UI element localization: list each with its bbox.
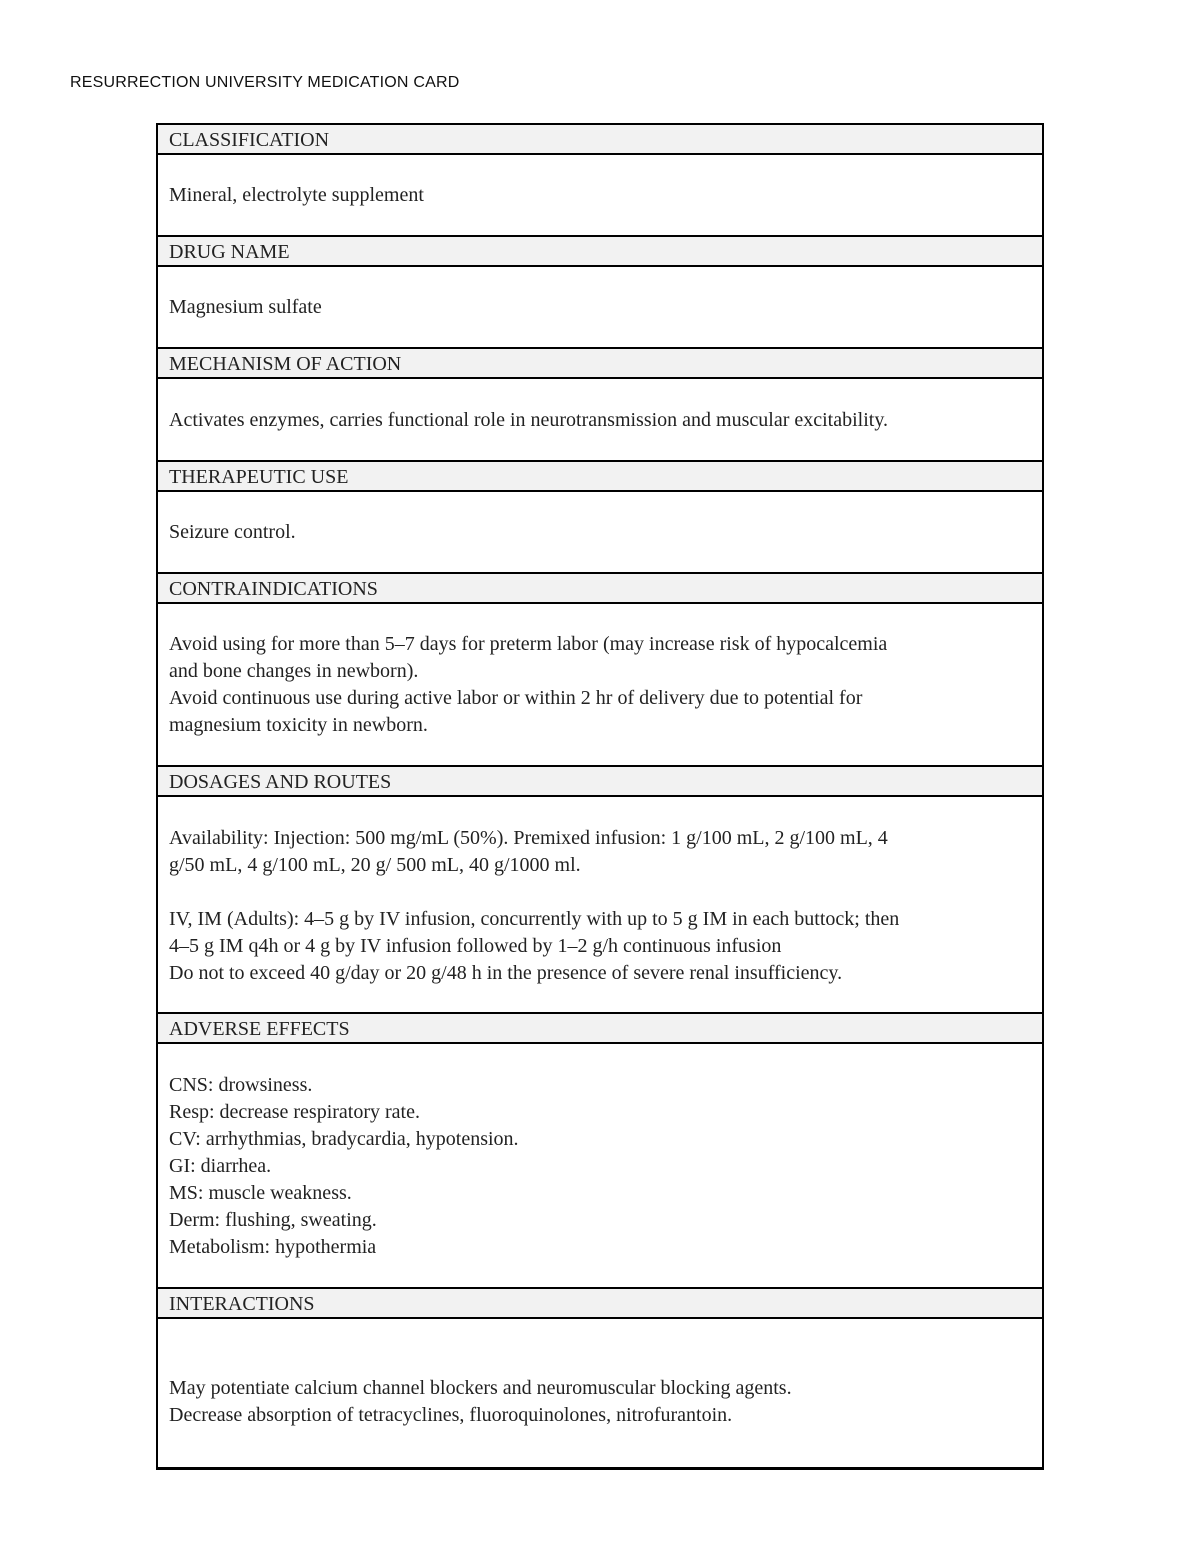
section-header-drug-name: DRUG NAME xyxy=(158,237,1042,267)
section-header-adverse-effects: ADVERSE EFFECTS xyxy=(158,1014,1042,1044)
adverse-effect-item: GI: diarrhea. xyxy=(169,1155,272,1177)
dosages-line: IV, IM (Adults): 4–5 g by IV infusion, concurrently with up to 5 g IM in each buttock; then xyxy=(169,908,900,930)
classification-text: Mineral, electrolyte supplement xyxy=(169,184,424,206)
contraindications-line: and bone changes in newborn). xyxy=(169,660,419,682)
section-body-dosages xyxy=(158,797,1042,1014)
adverse-effect-item: Derm: flushing, sweating. xyxy=(169,1209,377,1231)
section-header-mechanism: MECHANISM OF ACTION xyxy=(158,349,1042,379)
interactions-line: Decrease absorption of tetracyclines, fluoroquinolones, nitrofurantoin. xyxy=(169,1404,733,1426)
page-title: RESURRECTION UNIVERSITY MEDICATION CARD xyxy=(70,74,460,91)
dosages-line: Do not to exceed 40 g/day or 20 g/48 h in the presence of severe renal insufficiency. xyxy=(169,962,843,984)
section-header-therapeutic-use: THERAPEUTIC USE xyxy=(158,462,1042,492)
section-body-classification xyxy=(158,155,1042,237)
section-body-therapeutic-use xyxy=(158,492,1042,574)
contraindications-line: Avoid using for more than 5–7 days for preterm labor (may increase risk of hypocalcemia xyxy=(169,633,888,655)
paragraph-gap xyxy=(169,879,1036,906)
drug-name-text: Magnesium sulfate xyxy=(169,296,322,318)
adverse-effect-item: Resp: decrease respiratory rate. xyxy=(169,1101,420,1123)
contraindications-line: magnesium toxicity in newborn. xyxy=(169,714,428,736)
section-body-interactions xyxy=(158,1319,1042,1467)
medication-card xyxy=(156,123,1044,1470)
section-body-mechanism xyxy=(158,379,1042,462)
section-body-drug-name xyxy=(158,267,1042,349)
adverse-effect-item: CV: arrhythmias, bradycardia, hypotension. xyxy=(169,1128,519,1150)
dosages-line: g/50 mL, 4 g/100 mL, 20 g/ 500 mL, 40 g/1000 ml. xyxy=(169,854,581,876)
mechanism-text: Activates enzymes, carries functional role in neurotransmission and muscular excitability. xyxy=(169,409,889,431)
therapeutic-use-text: Seizure control. xyxy=(169,521,296,543)
adverse-effect-item: MS: muscle weakness. xyxy=(169,1182,352,1204)
section-header-classification: CLASSIFICATION xyxy=(158,125,1042,155)
section-header-dosages: DOSAGES AND ROUTES xyxy=(158,767,1042,797)
contraindications-line: Avoid continuous use during active labor or within 2 hr of delivery due to potential for xyxy=(169,687,863,709)
interactions-line: May potentiate calcium channel blockers and neuromuscular blocking agents. xyxy=(169,1377,792,1399)
section-body-contraindications xyxy=(158,604,1042,767)
section-body-adverse-effects xyxy=(158,1044,1042,1289)
section-header-contraindications: CONTRAINDICATIONS xyxy=(158,574,1042,604)
dosages-line: Availability: Injection: 500 mg/mL (50%). Premixed infusion: 1 g/100 mL, 2 g/100 mL, 4 xyxy=(169,827,888,849)
adverse-effect-item: Metabolism: hypothermia xyxy=(169,1236,377,1258)
section-header-interactions: INTERACTIONS xyxy=(158,1289,1042,1319)
adverse-effect-item: CNS: drowsiness. xyxy=(169,1074,313,1096)
dosages-line: 4–5 g IM q4h or 4 g by IV infusion followed by 1–2 g/h continuous infusion xyxy=(169,935,782,957)
